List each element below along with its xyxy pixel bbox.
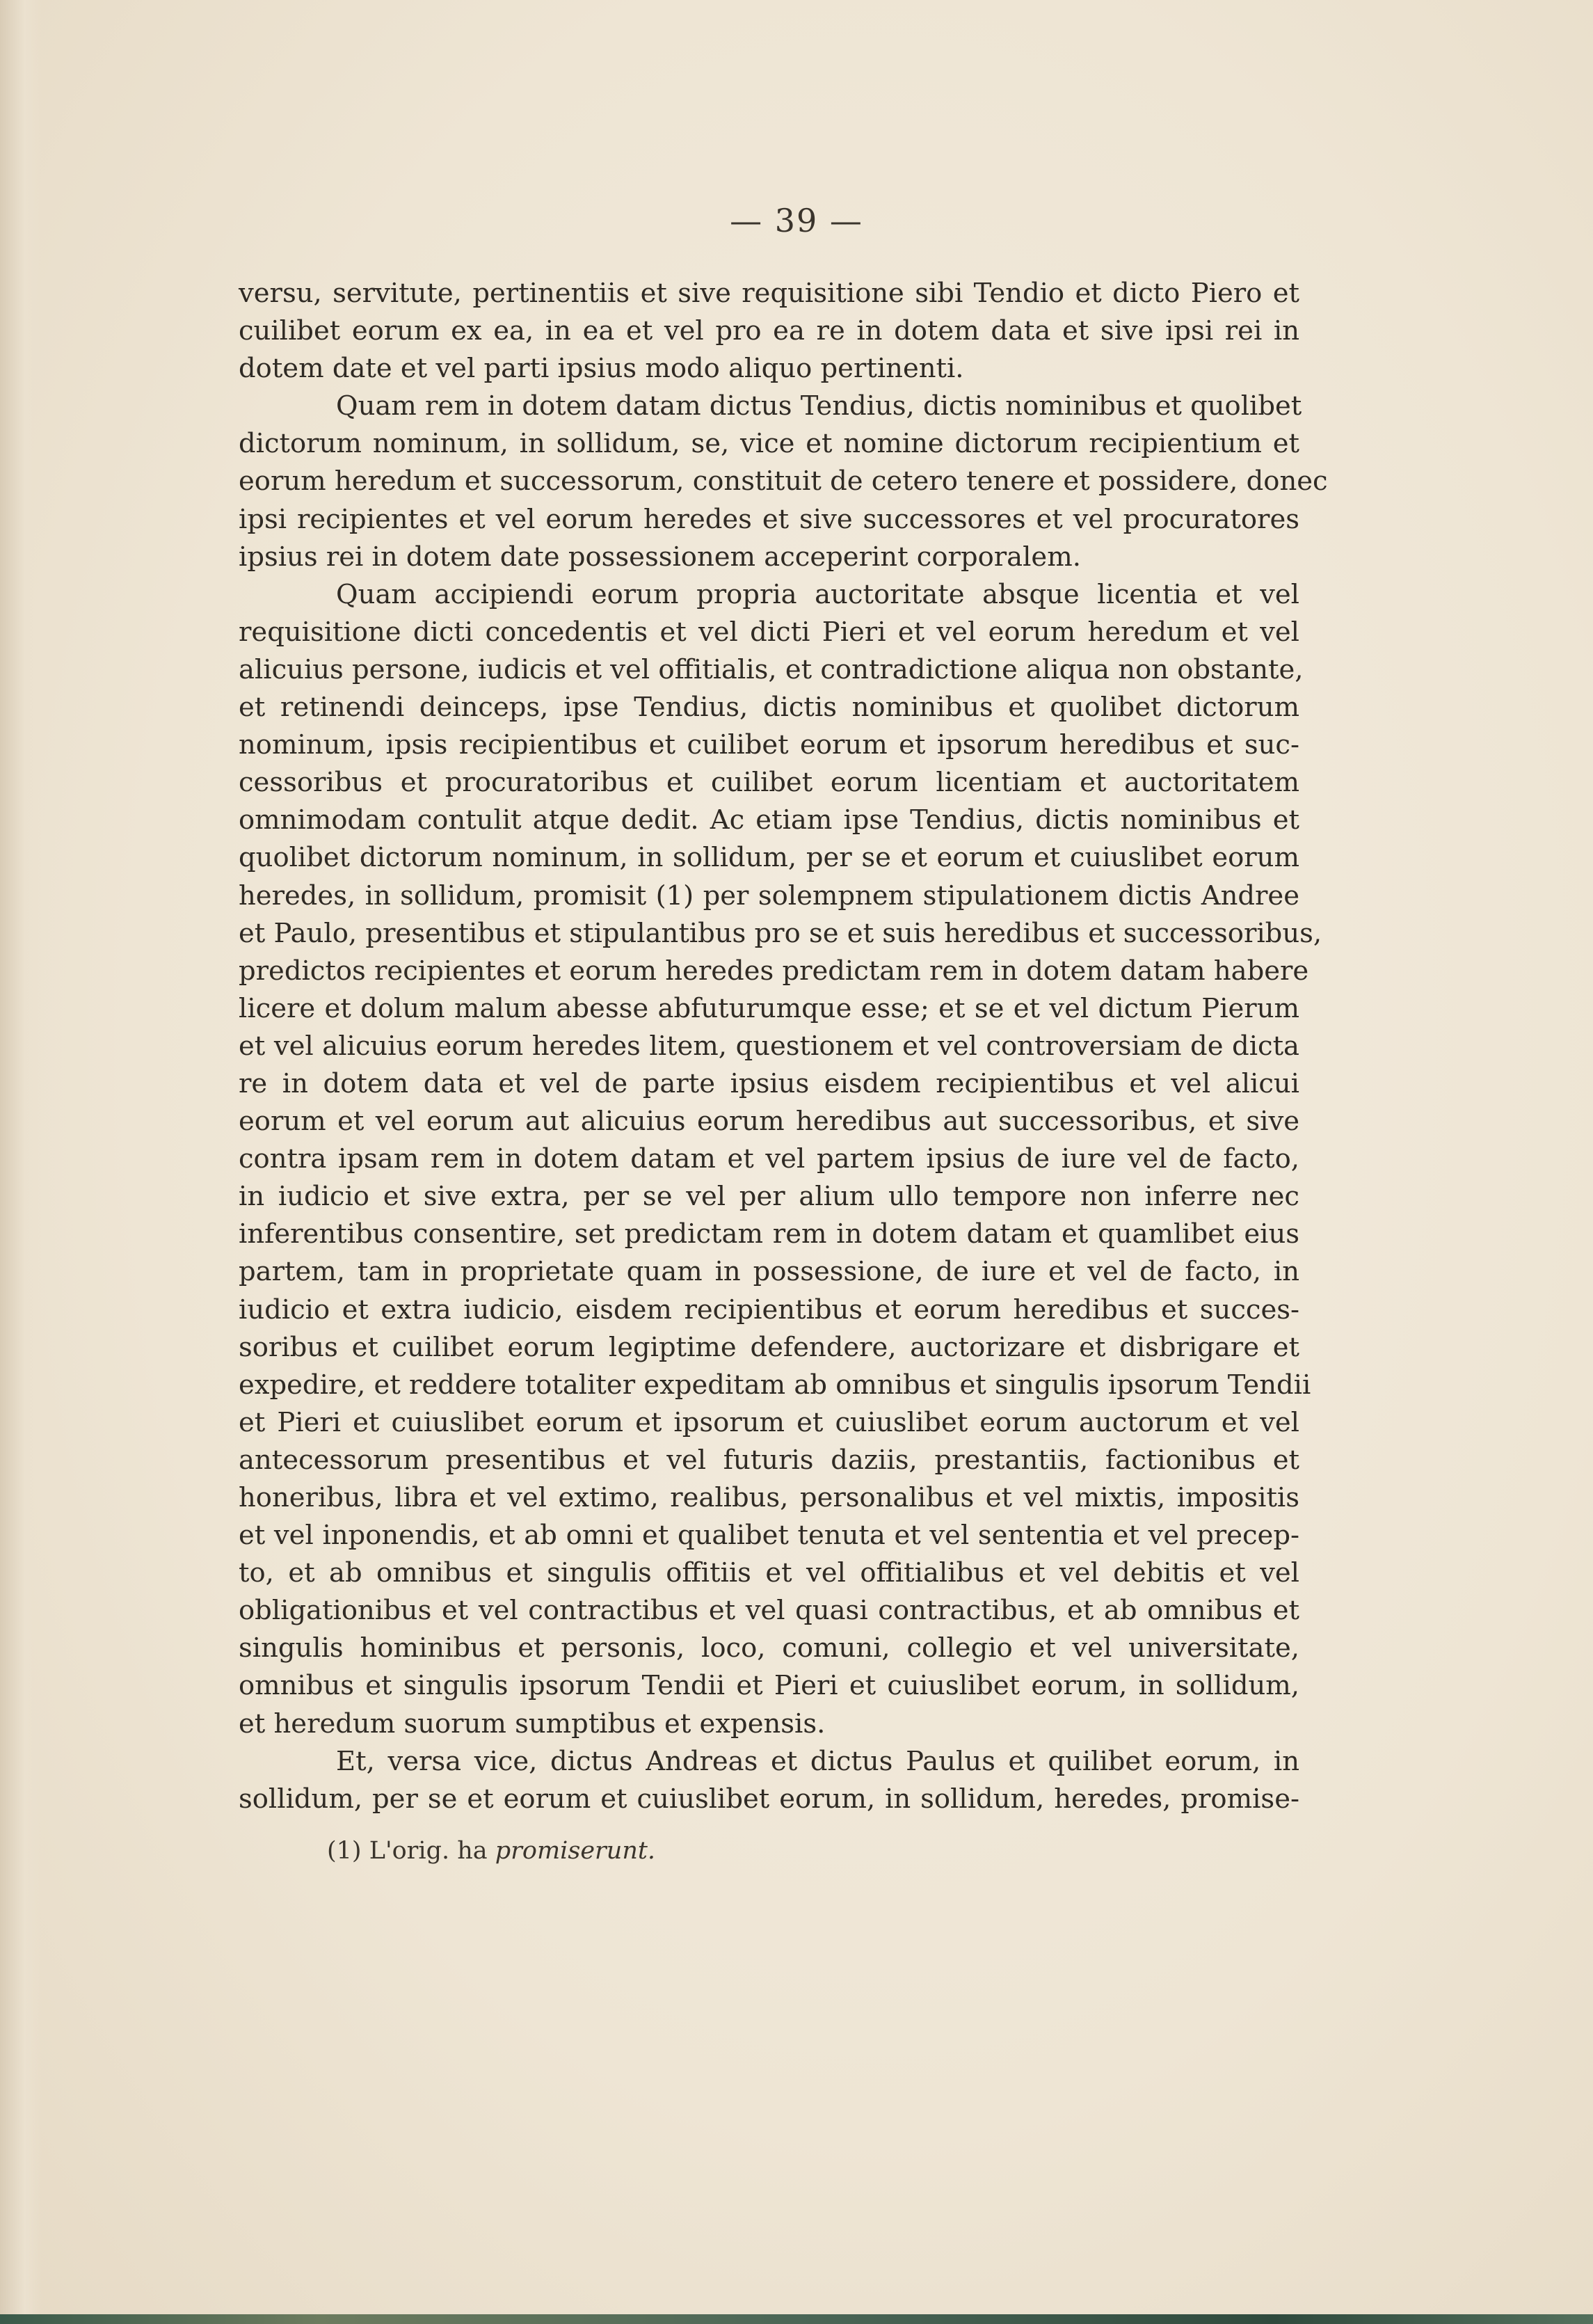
body-text — [239, 275, 1328, 1818]
text-line: partem, tam in proprietate quam in possessione, de iure et vel de facto, in — [239, 1256, 1299, 1288]
text-line: inferentibus consentire, set predictam rem in dotem datam et quamlibet eius — [239, 1218, 1299, 1250]
text-line: re in dotem data et vel de parte ipsius eisdem recipientibus et vel alicui — [239, 1067, 1299, 1099]
text-line: Et, versa vice, dictus Andreas et dictus Paulus et quilibet eorum, in — [336, 1745, 1299, 1777]
text-line: contra ipsam rem in dotem datam et vel partem ipsius de iure vel de facto, — [239, 1143, 1299, 1175]
text-line: et Pieri et cuiuslibet eorum et ipsorum et cuiuslibet eorum auctorum et vel — [239, 1406, 1299, 1438]
text-line: in iudicio et sive extra, per se vel per alium ullo tempore non inferre nec — [239, 1181, 1299, 1213]
book-cover-edge — [0, 2314, 1593, 2324]
text-line: et Paulo, presentibus et stipulantibus pro se et suis heredibus et successoribus, — [239, 917, 1322, 949]
text-line: cessoribus et procuratoribus et cuilibet eorum licentiam et auctoritatem — [239, 767, 1299, 799]
text-line: et vel inponendis, et ab omni et qualibet tenuta et vel sententia et vel precep- — [239, 1520, 1299, 1552]
text-line: eorum et vel eorum aut alicuius eorum heredibus aut successoribus, et sive — [239, 1106, 1299, 1138]
text-line: alicuius persone, iudicis et vel offitialis, et contradictione aliqua non obstante, — [239, 653, 1304, 685]
text-line: licere et dolum malum abesse abfuturumque esse; et se et vel dictum Pierum — [239, 992, 1299, 1024]
text-line: omnimodam contulit atque dedit. Ac etiam ipse Tendius, dictis nominibus et — [239, 804, 1299, 836]
text-line: honeribus, libra et vel extimo, realibus, personalibus et vel mixtis, impositis — [239, 1482, 1299, 1513]
text-line: predictos recipientes et eorum heredes predictam rem in dotem datam habere — [239, 955, 1309, 987]
text-line: dotem date et vel parti ipsius modo aliquo pertinenti. — [239, 353, 964, 385]
text-line: obligationibus et vel contractibus et vel quasi contractibus, et ab omnibus et — [239, 1595, 1299, 1627]
text-line: expedire, et reddere totaliter expeditam ab omnibus et singulis ipsorum Tendii — [239, 1369, 1311, 1401]
text-line: requisitione dicti concedentis et vel dicti Pieri et vel eorum heredum et vel — [239, 616, 1299, 648]
text-line: sollidum, per se et eorum et cuiuslibet eorum, in sollidum, heredes, promise- — [239, 1783, 1299, 1815]
footnote — [327, 1837, 655, 1865]
text-line: ipsi recipientes et vel eorum heredes et sive successores et vel procuratores — [239, 503, 1299, 535]
text-line: antecessorum presentibus et vel futuris daziis, prestantiis, factionibus et — [239, 1444, 1299, 1476]
text-line: to, et ab omnibus et singulis offitiis et vel offitialibus et vel debitis et vel — [239, 1557, 1299, 1589]
text-line: heredes, in sollidum, promisit (1) per solempnem stipulationem dictis Andree — [239, 880, 1299, 912]
text-line: singulis hominibus et personis, loco, comuni, collegio et vel universitate, — [239, 1632, 1299, 1664]
text-line: dictorum nominum, in sollidum, se, vice et nomine dictorum recipientium et — [239, 428, 1299, 460]
page-number: — 39 — — [730, 202, 863, 239]
text-line: iudicio et extra iudicio, eisdem recipientibus et eorum heredibus et succes- — [239, 1294, 1299, 1326]
footnote-marker: (1) L'orig. ha — [327, 1837, 488, 1865]
text-line: ipsius rei in dotem date possessionem acceperint corporalem. — [239, 541, 1081, 573]
text-line: et heredum suorum sumptibus et expensis. — [239, 1708, 826, 1740]
text-line: et vel alicuius eorum heredes litem, questionem et vel controversiam de dicta — [239, 1030, 1299, 1062]
text-line: et retinendi deinceps, ipse Tendius, dictis nominibus et quolibet dictorum — [239, 692, 1299, 724]
text-line: Quam accipiendi eorum propria auctoritate absque licentia et vel — [336, 578, 1299, 610]
text-line: versu, servitute, pertinentiis et sive requisitione sibi Tendio et dicto Piero et — [239, 278, 1299, 309]
text-line: omnibus et singulis ipsorum Tendii et Pieri et cuiuslibet eorum, in sollidum, — [239, 1670, 1299, 1702]
footnote-italic: promiserunt. — [495, 1837, 656, 1865]
text-line: cuilibet eorum ex ea, in ea et vel pro ea re in dotem data et sive ipsi rei in — [239, 315, 1299, 347]
text-line: quolibet dictorum nominum, in sollidum, per se et eorum et cuiuslibet eorum — [239, 842, 1299, 874]
text-line: soribus et cuilibet eorum legiptime defendere, auctorizare et disbrigare et — [239, 1331, 1299, 1363]
text-line: Quam rem in dotem datam dictus Tendius, dictis nominibus et quolibet — [336, 390, 1302, 422]
text-line: eorum heredum et successorum, constituit de cetero tenere et possidere, donec — [239, 465, 1328, 498]
text-line: nominum, ipsis recipientibus et cuilibet eorum et ipsorum heredibus et suc- — [239, 729, 1299, 761]
book-spine-shadow — [0, 0, 42, 2324]
